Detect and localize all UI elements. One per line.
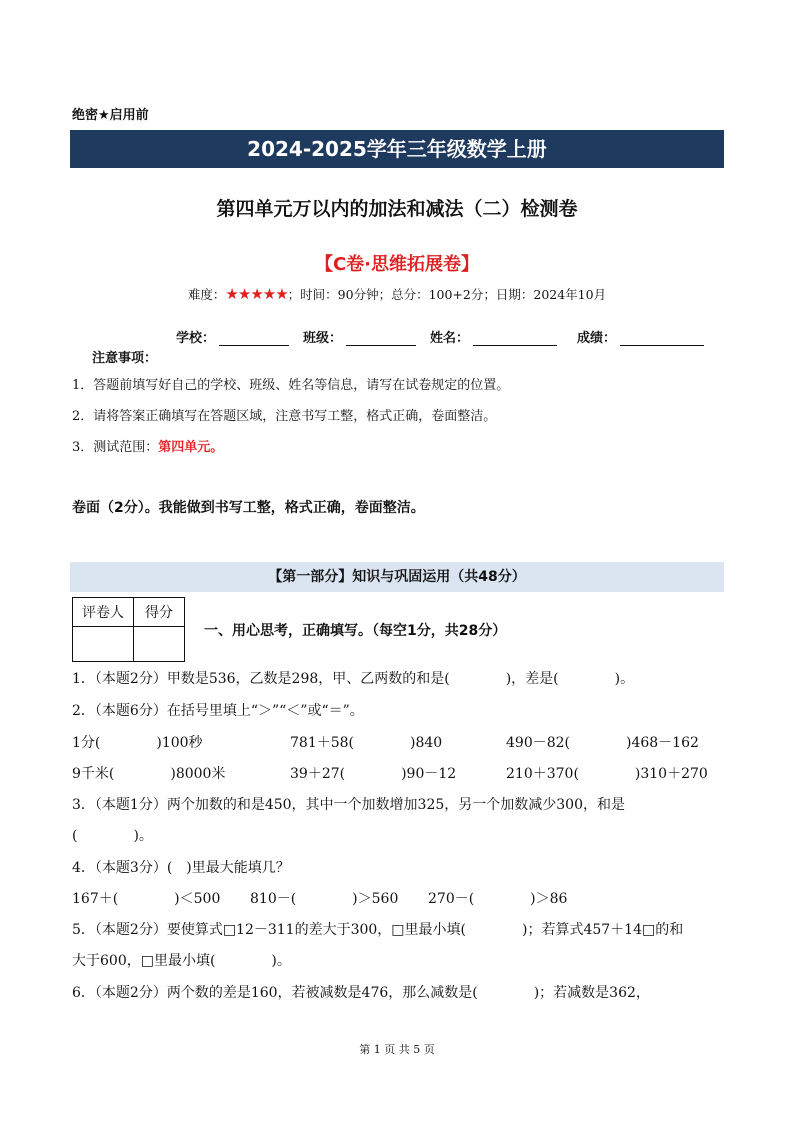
name-field[interactable] [430, 327, 557, 346]
score-field[interactable] [577, 327, 704, 346]
confidential-label: 绝密★启用前 [72, 108, 149, 123]
school-line[interactable] [219, 331, 289, 346]
note-1: 1．答题前填写好自己的学校、班级、姓名等信息，请写在试卷规定的位置。 [72, 378, 510, 393]
q4-item-c: 270－( )＞86 [428, 891, 568, 907]
q4-item-b: 810－( )＞560 [250, 891, 399, 907]
q2-item-f: 210＋370( )310＋270 [506, 766, 708, 782]
note-2: 2．请将答案正确填写在答题区域，注意书写工整，格式正确，卷面整洁。 [72, 409, 497, 424]
q2-item-c: 490－82( )468－162 [506, 735, 699, 751]
question-2: 2．（本题6分）在括号里填上“＞”“＜”或“＝”。 [72, 703, 364, 719]
section-1-title: 一、用心思考，正确填写。（每空1分，共28分） [204, 623, 507, 639]
q2-item-e: 39＋27( )90－12 [290, 766, 457, 782]
test-scope: 第四单元。 [158, 440, 224, 455]
paper-type-label: 【C卷·思维拓展卷】 [314, 254, 480, 275]
note-3-prefix: 3．测试范围： [72, 440, 159, 455]
header-title: 2024-2025学年三年级数学上册 [70, 130, 724, 168]
q2-item-b: 781＋58( )840 [290, 735, 443, 751]
meta-details: ；时间：90分钟；总分：100+2分；日期：2024年10月 [287, 287, 607, 302]
q2-item-a: 1分( )100秒 [72, 735, 203, 751]
score-label: 成绩： [577, 331, 617, 346]
score-cell[interactable] [134, 627, 185, 662]
name-label: 姓名： [430, 331, 470, 346]
question-3-line-2: ( )。 [72, 828, 153, 844]
neatness-statement: 卷面（2分）。我能做到书写工整，格式正确，卷面整洁。 [72, 500, 425, 516]
class-label: 班级： [303, 331, 343, 346]
question-3-line-1: 3．（本题1分）两个加数的和是450，其中一个加数增加325，另一个加数减少300，和是 [72, 797, 625, 813]
school-label: 学校： [176, 331, 216, 346]
class-field[interactable] [303, 327, 416, 346]
score-table [72, 597, 185, 662]
grader-cell[interactable] [73, 627, 134, 662]
question-5-line-1: 5．（本题2分）要使算式□12－311的差大于300，□里最小填( )；若算式457＋14□的和 [72, 922, 684, 938]
q2-item-d: 9千米( )8000米 [72, 766, 226, 782]
page-footer: 第 1 页 共 5 页 [359, 1043, 435, 1056]
grader-header: 评卷人 [73, 598, 134, 627]
class-line[interactable] [346, 331, 416, 346]
student-info-row [176, 327, 718, 346]
school-field[interactable] [176, 327, 289, 346]
score-header: 得分 [134, 598, 185, 627]
q4-item-a: 167＋( )＜500 [72, 891, 221, 907]
exam-meta [70, 285, 724, 303]
exam-subtitle: 第四单元万以内的加法和减法（二）检测卷 [216, 198, 578, 220]
question-4: 4．（本题3分）( )里最大能填几？ [72, 860, 290, 876]
notes-title: 注意事项： [92, 351, 158, 366]
part-1-title: 【第一部分】知识与巩固运用（共48分） [70, 562, 724, 592]
question-6: 6．（本题2分）两个数的差是160，若被减数是476，那么减数是( )；若减数是362， [72, 985, 650, 1001]
difficulty-stars-icon: ★★★★★ [225, 285, 288, 303]
difficulty-label: 难度： [187, 287, 226, 302]
score-line[interactable] [620, 331, 704, 346]
question-1: 1．（本题2分）甲数是536，乙数是298，甲、乙两数的和是( )，差是( )。 [72, 671, 635, 687]
question-5-line-2: 大于600，□里最小填( )。 [72, 953, 291, 969]
note-3 [72, 436, 223, 455]
name-line[interactable] [473, 331, 557, 346]
